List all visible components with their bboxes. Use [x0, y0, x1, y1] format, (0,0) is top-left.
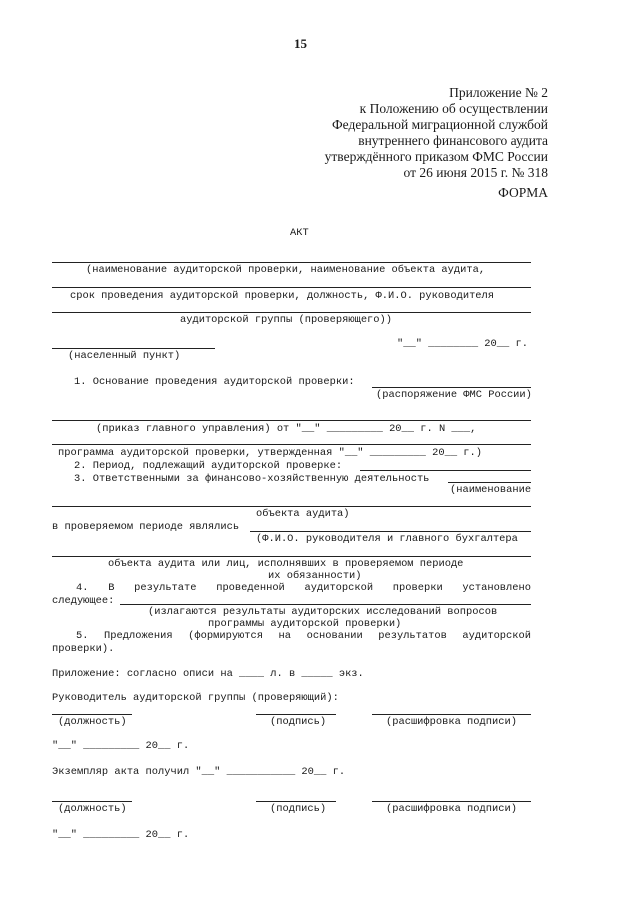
blank-line — [52, 420, 531, 421]
sign-hint: (подпись) — [270, 716, 327, 728]
position-hint: (должность) — [58, 803, 127, 815]
decoding-hint: (расшифровка подписи) — [386, 803, 517, 815]
appendix-line: утверждённого приказом ФМС России — [324, 149, 548, 164]
signature-line — [52, 801, 132, 802]
item-4-word: проверки — [392, 582, 443, 594]
blank-line — [360, 470, 531, 471]
hint-text: (наименование аудиторской проверки, наименование объекта аудита, — [86, 264, 486, 276]
item-5-row — [76, 630, 531, 642]
page-number: 15 — [294, 36, 307, 51]
place-line — [52, 348, 215, 349]
appendix-line: внутреннего финансового аудита — [358, 133, 548, 148]
appendix-line: Федеральной миграционной службой — [331, 117, 548, 132]
item-3: 3. Ответственными за финансово-хозяйственную деятельность — [74, 473, 430, 485]
program-hint: программа аудиторской проверки, утвержденная "__" _________ 20__ г.) — [58, 447, 483, 459]
position-hint: (должность) — [58, 716, 127, 728]
blank-line — [52, 444, 531, 445]
item-4-word: 4. — [76, 582, 89, 594]
item-2: 2. Период, подлежащий аудиторской проверке: — [74, 460, 343, 472]
signature-line — [372, 714, 531, 715]
object-hint: объекта аудита) — [256, 508, 350, 520]
signature-line — [52, 714, 132, 715]
form-label: ФОРМА — [498, 185, 548, 200]
attachment: Приложение: согласно описи на ____ л. в _____ экз. — [52, 668, 364, 680]
duties-hint: их обязанности) — [268, 570, 362, 582]
item-1: 1. Основание проведения аудиторской проверки: — [74, 376, 355, 388]
blank-line — [372, 387, 531, 388]
item-4-row — [76, 582, 531, 594]
item-4-word: результате — [134, 582, 197, 594]
item-5-word: аудиторской — [462, 630, 531, 642]
appendix-line: от 26 июня 2015 г. № 318 — [403, 165, 548, 180]
item-4-word: аудиторской — [304, 582, 374, 594]
item-5-word: (формируются — [188, 630, 263, 642]
blank-line — [52, 262, 531, 263]
blank-line — [52, 312, 531, 313]
item-5-word: Предложения — [104, 630, 173, 642]
item-4-word: установлено — [462, 582, 531, 594]
sign-hint: (подпись) — [270, 803, 327, 815]
place-hint: (населенный пункт) — [68, 350, 181, 362]
blank-line — [250, 531, 531, 532]
signature-line — [256, 801, 336, 802]
blank-line — [52, 287, 531, 288]
item-5-word: результатов — [378, 630, 447, 642]
blank-line — [52, 556, 531, 557]
decoding-hint: (расшифровка подписи) — [386, 716, 517, 728]
hint-text: аудиторской группы (проверяющего)) — [180, 314, 393, 326]
receipt-date: "__" _________ 20__ г. — [52, 829, 190, 841]
item-4-word: В — [108, 582, 115, 594]
copy-received: Экземпляр акта получил "__" ___________ 20__ г. — [52, 766, 346, 778]
order-hint: (распоряжение ФМС России) — [376, 389, 532, 401]
blank-line — [448, 482, 531, 483]
head-label: Руководитель аудиторской группы (проверяющий): — [52, 692, 339, 704]
item-5-word: основании — [306, 630, 363, 642]
object2-hint: объекта аудита или лиц, исполнявших в проверяемом периоде — [108, 558, 464, 570]
signature-line — [256, 714, 336, 715]
hint-text: срок проведения аудиторской проверки, должность, Ф.И.О. руководителя — [70, 290, 495, 302]
act-title: АКТ — [290, 227, 309, 239]
item-4-word: проведенной — [216, 582, 285, 594]
during-label: в проверяемом периоде являлись — [52, 521, 240, 533]
results-hint: программы аудиторской проверки) — [208, 618, 402, 630]
item-5-next: проверки). — [52, 643, 115, 655]
fio-hint: (Ф.И.О. руководителя и главного бухгалтера — [256, 533, 518, 545]
blank-line — [52, 506, 531, 507]
item-5-word: 5. — [76, 630, 89, 642]
appendix-line: Приложение № 2 — [449, 85, 548, 100]
signature-date: "__" _________ 20__ г. — [52, 740, 190, 752]
subsidiary-hint: (приказ главного управления) от "__" _________ 20__ г. N ___, — [96, 423, 477, 435]
item-4-next: следующее: — [52, 595, 115, 607]
blank-line — [120, 604, 531, 605]
item-5-word: на — [278, 630, 292, 642]
name-hint: (наименование — [450, 484, 532, 496]
date-field: "__" ________ 20__ г. — [397, 338, 528, 350]
signature-line — [372, 801, 531, 802]
results-hint: (излагаются результаты аудиторских исследований вопросов — [148, 606, 498, 618]
appendix-line: к Положению об осуществлении — [359, 101, 548, 116]
